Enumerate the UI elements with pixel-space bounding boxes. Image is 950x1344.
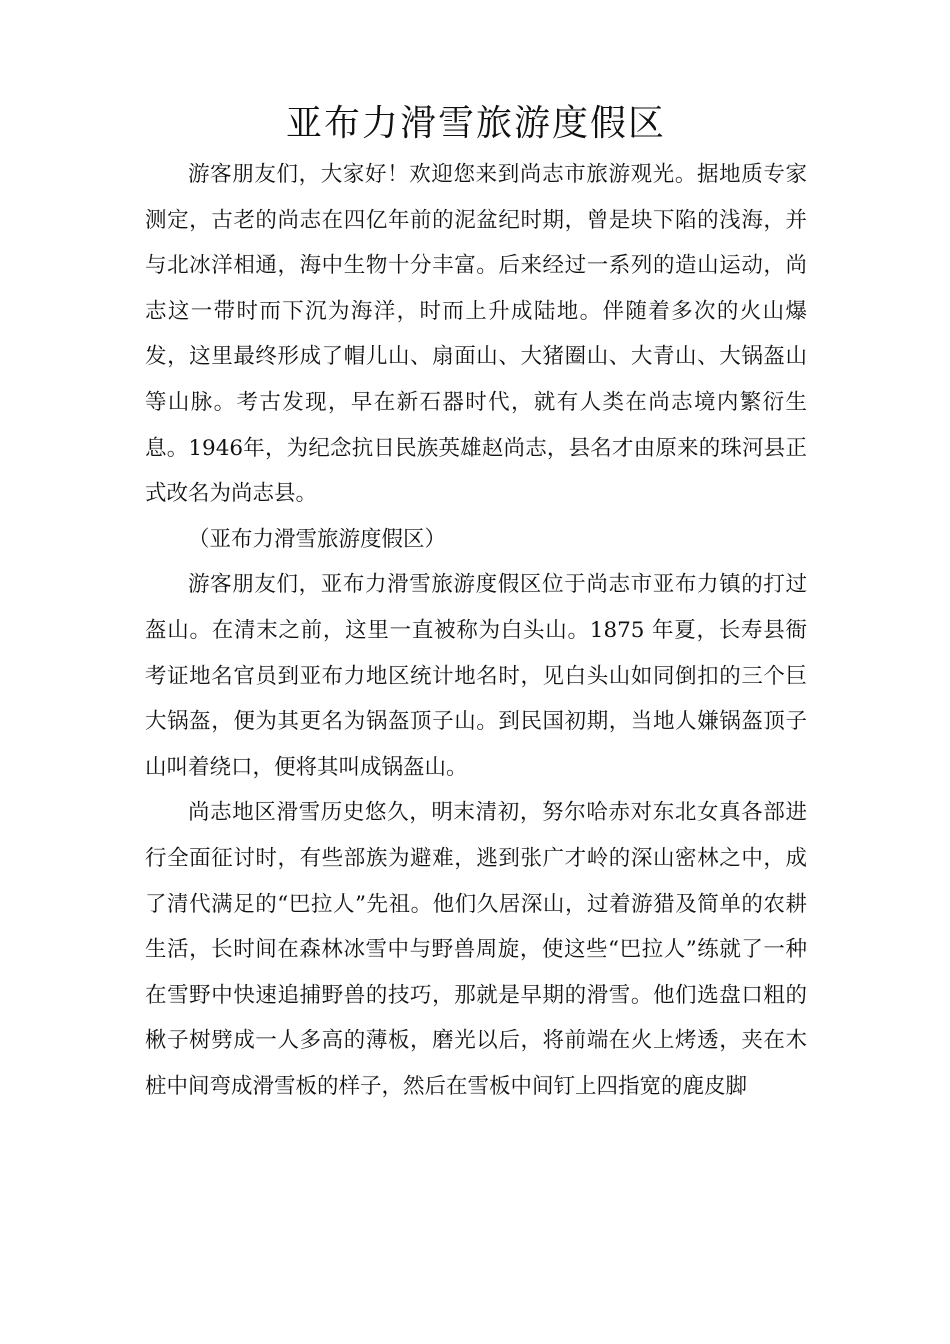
paragraph-ski-history: 尚志地区滑雪历史悠久，明末清初，努尔哈赤对东北女真各部进行全面征讨时，有些部族为避难，逃到张广才岭的深山密林之中，成了清代满足的“巴拉人”先祖。他们久居深山，过着游猎及简单的农耕生活，长时间在森林冰雪中与野兽周旋，使这些“巴拉人”练就了一种在雪野中快速追捕野兽的技巧，那就是早期的滑雪。他们选盘口粗的楸子树劈成一人多高的薄板，磨光以后，将前端在火上烤透，夹在木桩中间弯成滑雪板的样子，然后在雪板中间钉上四指宽的鹿皮脚 xyxy=(145,800,807,1099)
paragraph-resort-location: 游客朋友们，亚布力滑雪旅游度假区位于尚志市亚布力镇的打过盔山。在清末之前，这里一直被称为白头山。1875 年夏，长寿县衙考证地名官员到亚布力地区统计地名时，见白头山如同倒扣的三个巨大锅盔，便为其更名为锅盔顶子山。到民国初期，当地人嫌锅盔顶子山叫着绕口，便将其叫成锅盔山。 xyxy=(145,572,807,780)
document-title: 亚布力滑雪旅游度假区 xyxy=(285,103,666,144)
document-page xyxy=(145,98,807,1109)
paragraph-section-heading: （亚布力滑雪旅游度假区） xyxy=(188,526,447,552)
paragraph-intro: 游客朋友们，大家好！欢迎您来到尚志市旅游观光。据地质专家测定，古老的尚志在四亿年前的泥盆纪时期，曾是块下陷的浅海，并与北冰洋相通，海中生物十分丰富。后来经过一系列的造山运动，尚志这一带时而下沉为海洋，时而上升成陆地。伴随着多次的火山爆发，这里最终形成了帽儿山、扇面山、大猪圈山、大青山、大锅盔山等山脉。考古发现，早在新石器时代，就有人类在尚志境内繁衍生息。1946年，为纪念抗日民族英雄赵尚志，县名才由原来的珠河县正式改名为尚志县。 xyxy=(145,162,807,507)
